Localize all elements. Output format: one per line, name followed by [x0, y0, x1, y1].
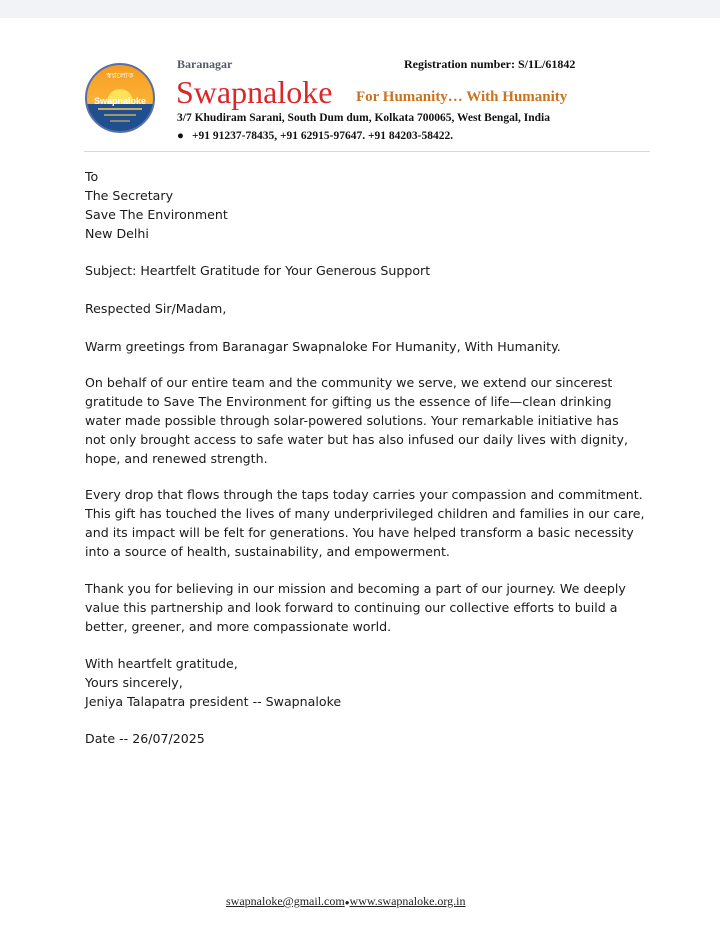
org-name: Swapnaloke [176, 74, 333, 110]
paragraph-line: better, greener, and more compassionate world. [85, 619, 392, 634]
paragraph-line: water made possible through solar-powered solutions. Your remarkable initiative has [85, 413, 619, 428]
org-address: 3/7 Khudiram Sarani, South Dum dum, Kolkata 700065, West Bengal, India [177, 112, 550, 124]
swapnaloke-logo [84, 62, 156, 134]
closing-line: With heartfelt gratitude, [85, 656, 238, 671]
phone-numbers: +91 91237-78435, +91 62915-97647. +91 84203-58422. [191, 130, 454, 142]
subject-text: Subject: Heartfelt Gratitude for Your Generous Support [85, 263, 431, 278]
logo-bottom-text: Swapnaloke [93, 96, 147, 106]
greeting-text: Warm greetings from Baranagar Swapnaloke For Humanity, With Humanity. [85, 339, 561, 354]
paragraph-line: gratitude to Save The Environment for gifting us the essence of life—clean drinking [85, 394, 612, 409]
date-text: Date -- 26/07/2025 [85, 731, 205, 746]
footer-contacts [226, 894, 466, 909]
salutation-text: Respected Sir/Madam, [85, 301, 227, 316]
footer-email-link[interactable]: swapnaloke@gmail.com [226, 894, 345, 908]
separator-dot-icon: ● [344, 897, 350, 907]
salutation [85, 299, 645, 318]
header-divider [84, 151, 650, 152]
letterhead-city: Baranagar [177, 57, 233, 71]
paragraph-line: Thank you for believing in our mission and becoming a part of our journey. We deeply [85, 581, 626, 596]
paragraph-2 [85, 485, 645, 561]
paragraph-line: value this partnership and look forward to continuing our collective efforts to build a [85, 600, 618, 615]
closing-line: Yours sincerely, [85, 675, 183, 690]
recipient-line: New Delhi [85, 226, 149, 241]
paragraph-line: hope, and renewed strength. [85, 451, 268, 466]
paragraph-line: This gift has touched the lives of many underprivileged children and families in our care, [85, 506, 645, 521]
registration-number: Registration number: S/1L/61842 [404, 57, 576, 71]
org-tagline: For Humanity… With Humanity [356, 89, 568, 105]
recipient-line: The Secretary [85, 188, 174, 203]
logo-top-text: স্বপ্নলোক [106, 71, 134, 80]
paragraph-1 [85, 373, 645, 468]
subject-line [85, 261, 645, 280]
recipient-block [85, 167, 645, 243]
paragraph-line: into a source of health, sustainability, and empowerment. [85, 544, 450, 559]
top-strip [0, 0, 720, 18]
paragraph-line: not only brought access to safe water but has also infused our daily lives with dignity, [85, 432, 628, 447]
org-phones [177, 130, 453, 142]
paragraph-3 [85, 579, 645, 636]
recipient-line: To [85, 169, 99, 184]
paragraph-line: and its impact will be felt for generations. You have helped transform a basic necessity [85, 525, 634, 540]
signatory-line: Jeniya Talapatra president -- Swapnaloke [85, 694, 342, 709]
closing-block [85, 654, 645, 711]
paragraph-line: Every drop that flows through the taps today carries your compassion and commitment. [85, 487, 643, 502]
bullet-icon: ● [177, 130, 184, 142]
paragraph-line: On behalf of our entire team and the community we serve, we extend our sincerest [85, 375, 613, 390]
greeting [85, 337, 645, 356]
date-line [85, 729, 645, 748]
recipient-line: Save The Environment [85, 207, 228, 222]
footer-website-link[interactable]: www.swapnaloke.org.in [349, 894, 466, 908]
